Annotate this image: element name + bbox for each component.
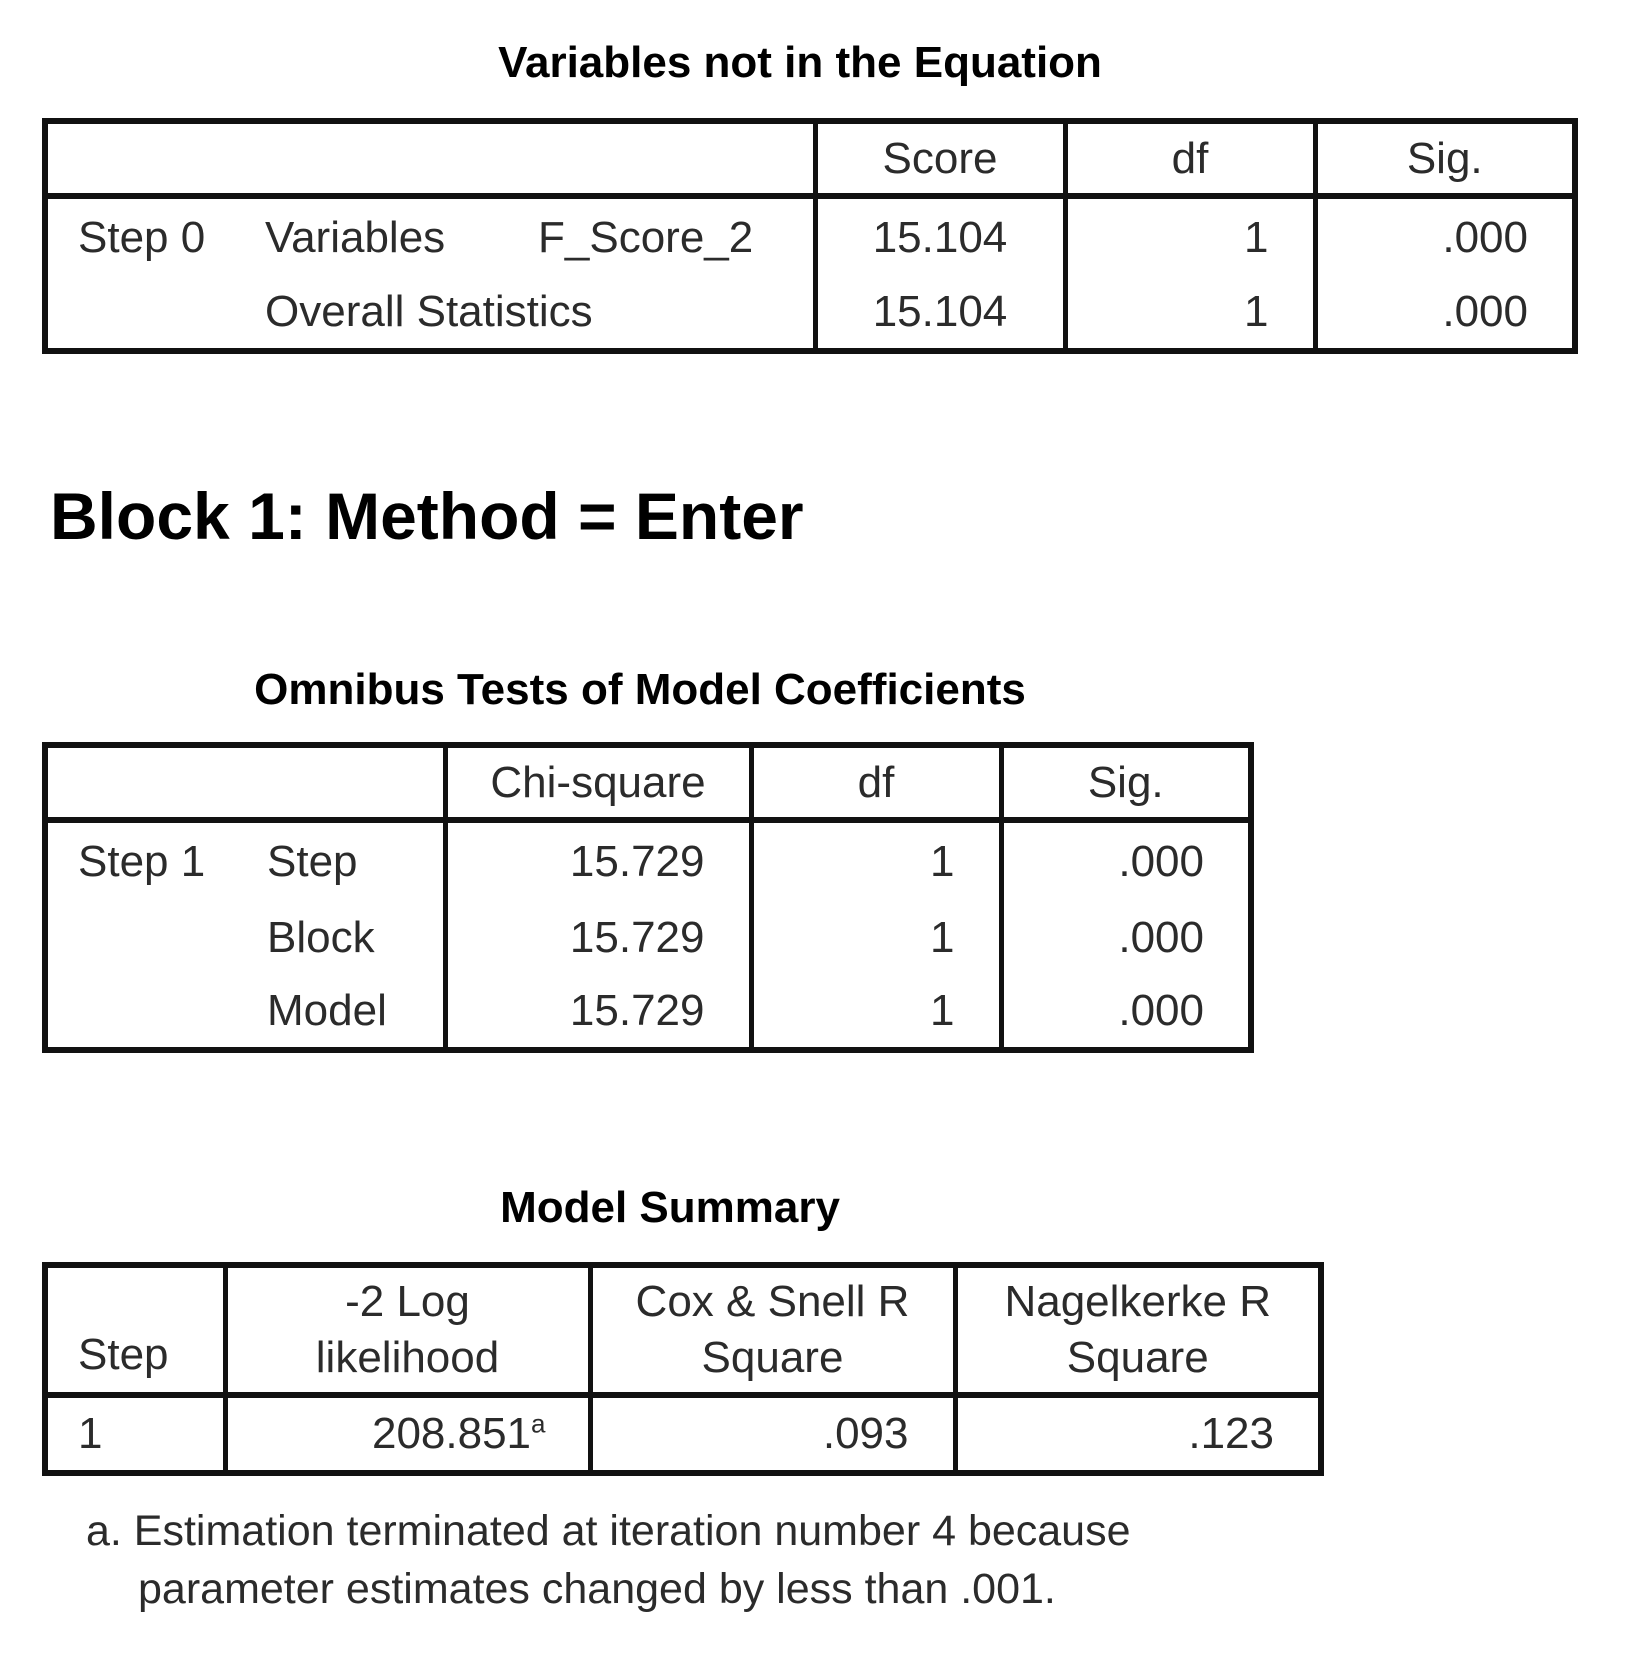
- step-label: [45, 975, 245, 1050]
- variables-table-title: Variables not in the Equation: [498, 38, 1102, 87]
- log-likelihood-number: 208.851: [371, 1409, 532, 1458]
- footnote: [86, 1502, 1131, 1618]
- header-nagelkerke-line1: Nagelkerke R: [1004, 1277, 1272, 1326]
- sig-value: .000: [1001, 975, 1251, 1050]
- score-value: 15.104: [815, 276, 1065, 351]
- header-blank: [45, 121, 815, 196]
- footnote-marker: a: [531, 1408, 546, 1439]
- table-header-row: [45, 121, 1575, 196]
- table-header-row: [45, 1265, 1321, 1395]
- chi-square-value: 15.729: [445, 975, 751, 1050]
- df-value: 1: [751, 900, 1001, 975]
- group-label: Variables: [265, 212, 446, 262]
- step-label: Step 0: [78, 212, 206, 262]
- step-value: 1: [78, 1409, 103, 1458]
- nagelkerke-value: .123: [955, 1395, 1321, 1473]
- header-step: Step: [45, 1265, 225, 1395]
- table-row: [45, 900, 1251, 975]
- df-value: 1: [1065, 276, 1315, 351]
- header-nagelkerke: [955, 1265, 1321, 1395]
- cox-snell-value: .093: [590, 1395, 955, 1473]
- row-label: Step: [267, 836, 358, 886]
- row-label: Block: [267, 912, 375, 962]
- table-row: [45, 196, 1575, 276]
- df-value: 1: [1065, 196, 1315, 276]
- header-cox-snell: [590, 1265, 955, 1395]
- header-score: Score: [815, 121, 1065, 196]
- df-value: 1: [751, 975, 1001, 1050]
- chi-square-value: 15.729: [445, 900, 751, 975]
- header-log-likelihood: [225, 1265, 590, 1395]
- chi-square-value: 15.729: [445, 820, 751, 900]
- row-label: Model: [267, 986, 387, 1035]
- footnote-line2: parameter estimates changed by less than .001.: [138, 1565, 1056, 1613]
- log-likelihood-value: [225, 1395, 590, 1473]
- df-value: 1: [751, 820, 1001, 900]
- sig-value: .000: [1315, 276, 1575, 351]
- step-label: Step 1: [78, 836, 206, 886]
- header-sig: Sig.: [1001, 745, 1251, 820]
- header-df: df: [751, 745, 1001, 820]
- sig-value: .000: [1001, 900, 1251, 975]
- header-blank: [45, 745, 445, 820]
- sig-value: .000: [1315, 196, 1575, 276]
- header-nagelkerke-line2: Square: [1066, 1333, 1209, 1382]
- model-summary-title: Model Summary: [500, 1183, 840, 1232]
- header-log-likelihood-line2: likelihood: [315, 1333, 500, 1382]
- header-df: df: [1065, 121, 1315, 196]
- sig-value: .000: [1001, 820, 1251, 900]
- model-summary-table: [42, 1262, 1324, 1476]
- header-sig: Sig.: [1315, 121, 1575, 196]
- header-cox-snell-line2: Square: [701, 1333, 844, 1382]
- step-label: [45, 276, 245, 351]
- variables-table: [42, 118, 1578, 354]
- header-chi-square: Chi-square: [445, 745, 751, 820]
- table-row: [45, 1395, 1321, 1473]
- variable-name: F_Score_2: [538, 212, 754, 262]
- table-row: [45, 276, 1575, 351]
- table-row: [45, 975, 1251, 1050]
- omnibus-table: [42, 742, 1254, 1053]
- block-heading: Block 1: Method = Enter: [50, 479, 804, 553]
- omnibus-table-title: Omnibus Tests of Model Coefficients: [254, 665, 1026, 714]
- header-log-likelihood-line1: -2 Log: [345, 1277, 470, 1326]
- table-header-row: [45, 745, 1251, 820]
- group-label: Overall Statistics: [265, 287, 593, 336]
- step-label: [45, 900, 245, 975]
- table-row: [45, 820, 1251, 900]
- score-value: 15.104: [815, 196, 1065, 276]
- footnote-line1: a. Estimation terminated at iteration number 4 because: [86, 1507, 1131, 1555]
- header-cox-snell-line1: Cox & Snell R: [635, 1277, 910, 1326]
